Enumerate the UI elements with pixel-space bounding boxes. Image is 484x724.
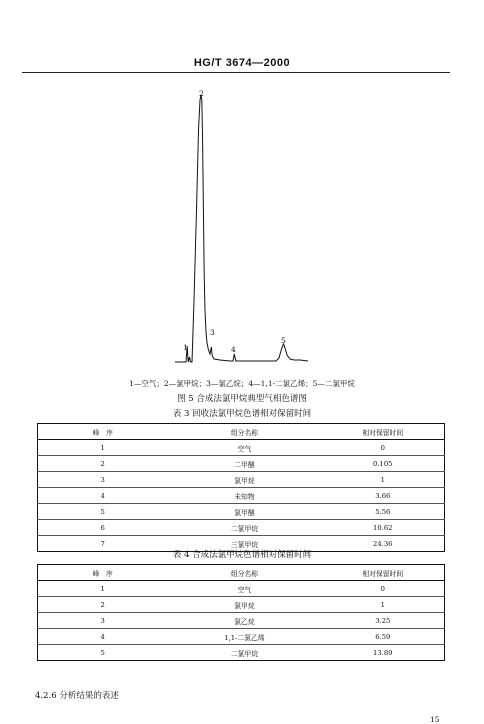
cell-rrt: 13.89 [373,648,393,657]
table-row [38,472,445,488]
section-heading: 4.2.6 分析结果的表述 [35,691,119,701]
table-row [38,440,445,456]
cell-peak: 3 [100,616,105,625]
table3 [37,423,445,552]
table4-col-component: 组分名称 [230,569,259,578]
cell-rrt: 0.105 [373,459,393,468]
table3-title: 表 3 回收法氯甲烷色谱相对保留时间 [172,409,312,419]
cell-rrt: 24.36 [373,539,393,548]
cell-component: 氯乙烷 [234,617,255,626]
cell-component: 二甲醚 [234,460,255,469]
cell-component: 三氯甲烷 [230,540,259,549]
page-number: 15 [430,715,440,724]
cell-rrt: 3.66 [375,491,391,500]
cell-rrt: 0 [380,584,385,593]
table-row [38,597,445,613]
cell-peak: 1 [100,443,105,452]
cell-peak: 6 [100,523,105,532]
peak-label-3: 3 [210,328,215,337]
cell-component: 1,1-二氯乙烯 [224,633,265,642]
cell-rrt: 5.56 [375,507,391,516]
cell-peak: 7 [100,539,105,548]
cell-component: 空气 [237,585,252,594]
table-row [38,581,445,597]
table4 [37,564,445,661]
peak-label-5: 5 [281,336,286,345]
cell-component: 空气 [237,444,252,453]
cell-component: 二氯甲烷 [230,649,259,658]
table4-col-rrt: 相对保留时间 [362,569,404,578]
table4-col-peak: 峰 序 [92,569,113,578]
peak-label-1: 1 [183,343,188,352]
peak-label-2: 2 [199,89,204,98]
cell-peak: 4 [100,491,105,500]
table3-col-peak: 峰 序 [92,428,113,437]
cell-rrt: 1 [380,600,385,609]
table4-title: 表 4 合成法氯甲烷色谱相对保留时间 [172,550,312,560]
cell-peak: 2 [100,459,105,468]
chromatogram-trace [175,95,308,362]
figure-legend: 1—空气；2—氯甲烷；3—氯乙烷；4—1,1-二氯乙烯；5—二氯甲烷 [129,379,355,388]
cell-peak: 1 [100,584,105,593]
peak-label-4: 4 [231,345,236,354]
table-row [38,629,445,645]
table-row [38,645,445,661]
cell-component: 氯甲醚 [234,508,255,517]
table3-col-rrt: 相对保留时间 [362,428,404,437]
cell-rrt: 1 [380,475,385,484]
cell-rrt: 6.59 [375,632,391,641]
table-row [38,613,445,629]
cell-rrt: 3.25 [375,616,391,625]
cell-peak: 3 [100,475,105,484]
cell-component: 未知物 [234,492,255,501]
cell-rrt: 10.62 [373,523,393,532]
table3-header-row [38,424,445,440]
cell-peak: 5 [100,507,105,516]
table4-header-row [38,565,445,581]
table-row [38,488,445,504]
cell-component: 氯甲烷 [234,476,255,485]
cell-peak: 2 [100,600,105,609]
table3-col-component: 组分名称 [230,428,259,437]
cell-component: 二氯甲烷 [230,524,259,533]
document-header: HG/T 3674—2000 [193,57,291,69]
cell-peak: 5 [100,648,105,657]
table-row [38,504,445,520]
table-row [38,456,445,472]
cell-rrt: 0 [380,443,385,452]
table-row [38,520,445,536]
figure-caption: 图 5 合成法氯甲烷典型气相色谱图 [177,394,307,404]
cell-component: 氯甲烷 [234,601,255,610]
cell-peak: 4 [100,632,105,641]
